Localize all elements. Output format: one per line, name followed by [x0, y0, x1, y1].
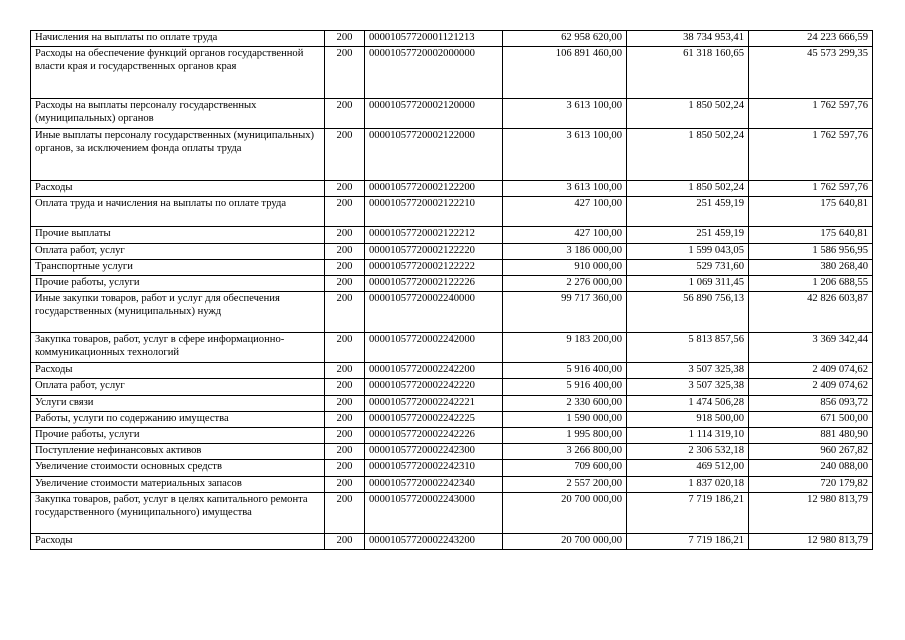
- table-row: [31, 99, 873, 129]
- cell-unexecuted-amount: 175 640,81: [749, 227, 873, 243]
- cell-executed-amount: 1 069 311,45: [627, 276, 749, 292]
- cell-name: Услуги связи: [31, 395, 325, 411]
- cell-executed-amount: 1 850 502,24: [627, 99, 749, 129]
- cell-unexecuted-amount: 881 480,90: [749, 428, 873, 444]
- cell-line-code: 200: [325, 363, 365, 379]
- cell-executed-amount: 1 837 020,18: [627, 476, 749, 492]
- cell-unexecuted-amount: 1 762 597,76: [749, 129, 873, 181]
- table-row: [31, 428, 873, 444]
- cell-unexecuted-amount: 960 267,82: [749, 444, 873, 460]
- cell-name: Поступление нефинансовых активов: [31, 444, 325, 460]
- cell-approved-amount: 20 700 000,00: [503, 492, 627, 533]
- cell-line-code: 200: [325, 411, 365, 427]
- cell-budget-classification-code: 00001057720002242000: [365, 333, 503, 363]
- cell-unexecuted-amount: 12 980 813,79: [749, 492, 873, 533]
- cell-budget-classification-code: 00001057720001121213: [365, 31, 503, 47]
- cell-name: Иные закупки товаров, работ и услуг для обеспечения государственных (муниципальных) нужд: [31, 292, 325, 333]
- cell-unexecuted-amount: 1 586 956,95: [749, 243, 873, 259]
- cell-budget-classification-code: 00001057720002122212: [365, 227, 503, 243]
- cell-unexecuted-amount: 3 369 342,44: [749, 333, 873, 363]
- cell-line-code: 200: [325, 99, 365, 129]
- cell-unexecuted-amount: 2 409 074,62: [749, 379, 873, 395]
- table-body: [31, 31, 873, 550]
- table-row: [31, 292, 873, 333]
- cell-unexecuted-amount: 720 179,82: [749, 476, 873, 492]
- table-row: [31, 363, 873, 379]
- cell-approved-amount: 2 276 000,00: [503, 276, 627, 292]
- cell-line-code: 200: [325, 276, 365, 292]
- cell-name: Увеличение стоимости материальных запасов: [31, 476, 325, 492]
- cell-name: Закупка товаров, работ, услуг в целях капитального ремонта государственного (муниципального) имущества: [31, 492, 325, 533]
- cell-executed-amount: 61 318 160,65: [627, 47, 749, 99]
- cell-budget-classification-code: 00001057720002122210: [365, 197, 503, 227]
- cell-budget-classification-code: 00001057720002242225: [365, 411, 503, 427]
- cell-name: Оплата работ, услуг: [31, 243, 325, 259]
- cell-approved-amount: 1 590 000,00: [503, 411, 627, 427]
- cell-line-code: 200: [325, 460, 365, 476]
- cell-name: Прочие выплаты: [31, 227, 325, 243]
- cell-executed-amount: 38 734 953,41: [627, 31, 749, 47]
- table-row: [31, 411, 873, 427]
- table-row: [31, 227, 873, 243]
- table-row: [31, 31, 873, 47]
- cell-budget-classification-code: 00001057720002242220: [365, 379, 503, 395]
- cell-approved-amount: 106 891 460,00: [503, 47, 627, 99]
- cell-approved-amount: 1 995 800,00: [503, 428, 627, 444]
- cell-executed-amount: 56 890 756,13: [627, 292, 749, 333]
- document-page: [30, 30, 872, 550]
- cell-unexecuted-amount: 1 762 597,76: [749, 181, 873, 197]
- cell-line-code: 200: [325, 243, 365, 259]
- cell-approved-amount: 9 183 200,00: [503, 333, 627, 363]
- table-row: [31, 533, 873, 549]
- cell-budget-classification-code: 00001057720002122200: [365, 181, 503, 197]
- cell-executed-amount: 3 507 325,38: [627, 363, 749, 379]
- cell-executed-amount: 1 599 043,05: [627, 243, 749, 259]
- cell-name: Расходы: [31, 533, 325, 549]
- cell-unexecuted-amount: 2 409 074,62: [749, 363, 873, 379]
- cell-line-code: 200: [325, 292, 365, 333]
- cell-approved-amount: 3 266 800,00: [503, 444, 627, 460]
- table-row: [31, 444, 873, 460]
- cell-budget-classification-code: 00001057720002120000: [365, 99, 503, 129]
- cell-line-code: 200: [325, 333, 365, 363]
- cell-budget-classification-code: 00001057720002242221: [365, 395, 503, 411]
- table-row: [31, 333, 873, 363]
- cell-name: Закупка товаров, работ, услуг в сфере информационно-коммуникационных технологий: [31, 333, 325, 363]
- table-row: [31, 197, 873, 227]
- table-row: [31, 47, 873, 99]
- cell-name: Оплата труда и начисления на выплаты по оплате труда: [31, 197, 325, 227]
- cell-approved-amount: 3 186 000,00: [503, 243, 627, 259]
- cell-name: Увеличение стоимости основных средств: [31, 460, 325, 476]
- cell-executed-amount: 7 719 186,21: [627, 533, 749, 549]
- cell-budget-classification-code: 00001057720002122220: [365, 243, 503, 259]
- cell-line-code: 200: [325, 31, 365, 47]
- cell-name: Транспортные услуги: [31, 259, 325, 275]
- cell-unexecuted-amount: 1 206 688,55: [749, 276, 873, 292]
- cell-executed-amount: 529 731,60: [627, 259, 749, 275]
- cell-line-code: 200: [325, 227, 365, 243]
- table-row: [31, 379, 873, 395]
- cell-executed-amount: 251 459,19: [627, 197, 749, 227]
- budget-execution-table: [30, 30, 873, 550]
- table-row: [31, 276, 873, 292]
- cell-name: Расходы: [31, 363, 325, 379]
- cell-budget-classification-code: 00001057720002242300: [365, 444, 503, 460]
- cell-name: Расходы: [31, 181, 325, 197]
- cell-approved-amount: 2 557 200,00: [503, 476, 627, 492]
- cell-line-code: 200: [325, 181, 365, 197]
- cell-executed-amount: 1 474 506,28: [627, 395, 749, 411]
- cell-line-code: 200: [325, 259, 365, 275]
- cell-approved-amount: 5 916 400,00: [503, 363, 627, 379]
- cell-name: Начисления на выплаты по оплате труда: [31, 31, 325, 47]
- cell-approved-amount: 3 613 100,00: [503, 181, 627, 197]
- cell-name: Прочие работы, услуги: [31, 428, 325, 444]
- cell-unexecuted-amount: 24 223 666,59: [749, 31, 873, 47]
- cell-budget-classification-code: 00001057720002122226: [365, 276, 503, 292]
- cell-unexecuted-amount: 45 573 299,35: [749, 47, 873, 99]
- cell-executed-amount: 3 507 325,38: [627, 379, 749, 395]
- cell-line-code: 200: [325, 379, 365, 395]
- cell-unexecuted-amount: 1 762 597,76: [749, 99, 873, 129]
- cell-executed-amount: 251 459,19: [627, 227, 749, 243]
- cell-unexecuted-amount: 12 980 813,79: [749, 533, 873, 549]
- cell-line-code: 200: [325, 428, 365, 444]
- cell-line-code: 200: [325, 395, 365, 411]
- cell-approved-amount: 20 700 000,00: [503, 533, 627, 549]
- cell-unexecuted-amount: 240 088,00: [749, 460, 873, 476]
- cell-approved-amount: 5 916 400,00: [503, 379, 627, 395]
- cell-executed-amount: 1 114 319,10: [627, 428, 749, 444]
- cell-approved-amount: 3 613 100,00: [503, 99, 627, 129]
- table-row: [31, 395, 873, 411]
- cell-name: Иные выплаты персоналу государственных (муниципальных) органов, за исключением фонда оплаты труда: [31, 129, 325, 181]
- table-row: [31, 129, 873, 181]
- cell-approved-amount: 99 717 360,00: [503, 292, 627, 333]
- table-row: [31, 181, 873, 197]
- cell-line-code: 200: [325, 476, 365, 492]
- cell-line-code: 200: [325, 197, 365, 227]
- cell-line-code: 200: [325, 47, 365, 99]
- cell-name: Расходы на обеспечение функций органов государственной власти края и государственных органов края: [31, 47, 325, 99]
- cell-approved-amount: 427 100,00: [503, 227, 627, 243]
- cell-executed-amount: 5 813 857,56: [627, 333, 749, 363]
- cell-budget-classification-code: 00001057720002242226: [365, 428, 503, 444]
- cell-budget-classification-code: 00001057720002000000: [365, 47, 503, 99]
- cell-name: Прочие работы, услуги: [31, 276, 325, 292]
- cell-name: Расходы на выплаты персоналу государственных (муниципальных) органов: [31, 99, 325, 129]
- cell-approved-amount: 2 330 600,00: [503, 395, 627, 411]
- cell-budget-classification-code: 00001057720002242200: [365, 363, 503, 379]
- cell-approved-amount: 427 100,00: [503, 197, 627, 227]
- cell-unexecuted-amount: 42 826 603,87: [749, 292, 873, 333]
- table-row: [31, 460, 873, 476]
- cell-budget-classification-code: 00001057720002122000: [365, 129, 503, 181]
- cell-executed-amount: 469 512,00: [627, 460, 749, 476]
- cell-executed-amount: 1 850 502,24: [627, 181, 749, 197]
- table-row: [31, 492, 873, 533]
- cell-unexecuted-amount: 380 268,40: [749, 259, 873, 275]
- cell-executed-amount: 918 500,00: [627, 411, 749, 427]
- cell-executed-amount: 2 306 532,18: [627, 444, 749, 460]
- cell-unexecuted-amount: 175 640,81: [749, 197, 873, 227]
- cell-approved-amount: 62 958 620,00: [503, 31, 627, 47]
- cell-name: Оплата работ, услуг: [31, 379, 325, 395]
- cell-executed-amount: 7 719 186,21: [627, 492, 749, 533]
- cell-unexecuted-amount: 671 500,00: [749, 411, 873, 427]
- cell-name: Работы, услуги по содержанию имущества: [31, 411, 325, 427]
- cell-approved-amount: 3 613 100,00: [503, 129, 627, 181]
- cell-unexecuted-amount: 856 093,72: [749, 395, 873, 411]
- cell-budget-classification-code: 00001057720002243000: [365, 492, 503, 533]
- cell-budget-classification-code: 00001057720002122222: [365, 259, 503, 275]
- cell-line-code: 200: [325, 533, 365, 549]
- cell-budget-classification-code: 00001057720002240000: [365, 292, 503, 333]
- table-row: [31, 476, 873, 492]
- cell-budget-classification-code: 00001057720002242340: [365, 476, 503, 492]
- table-row: [31, 243, 873, 259]
- cell-budget-classification-code: 00001057720002243200: [365, 533, 503, 549]
- cell-approved-amount: 910 000,00: [503, 259, 627, 275]
- cell-approved-amount: 709 600,00: [503, 460, 627, 476]
- cell-line-code: 200: [325, 492, 365, 533]
- cell-line-code: 200: [325, 129, 365, 181]
- cell-line-code: 200: [325, 444, 365, 460]
- cell-budget-classification-code: 00001057720002242310: [365, 460, 503, 476]
- cell-executed-amount: 1 850 502,24: [627, 129, 749, 181]
- table-row: [31, 259, 873, 275]
